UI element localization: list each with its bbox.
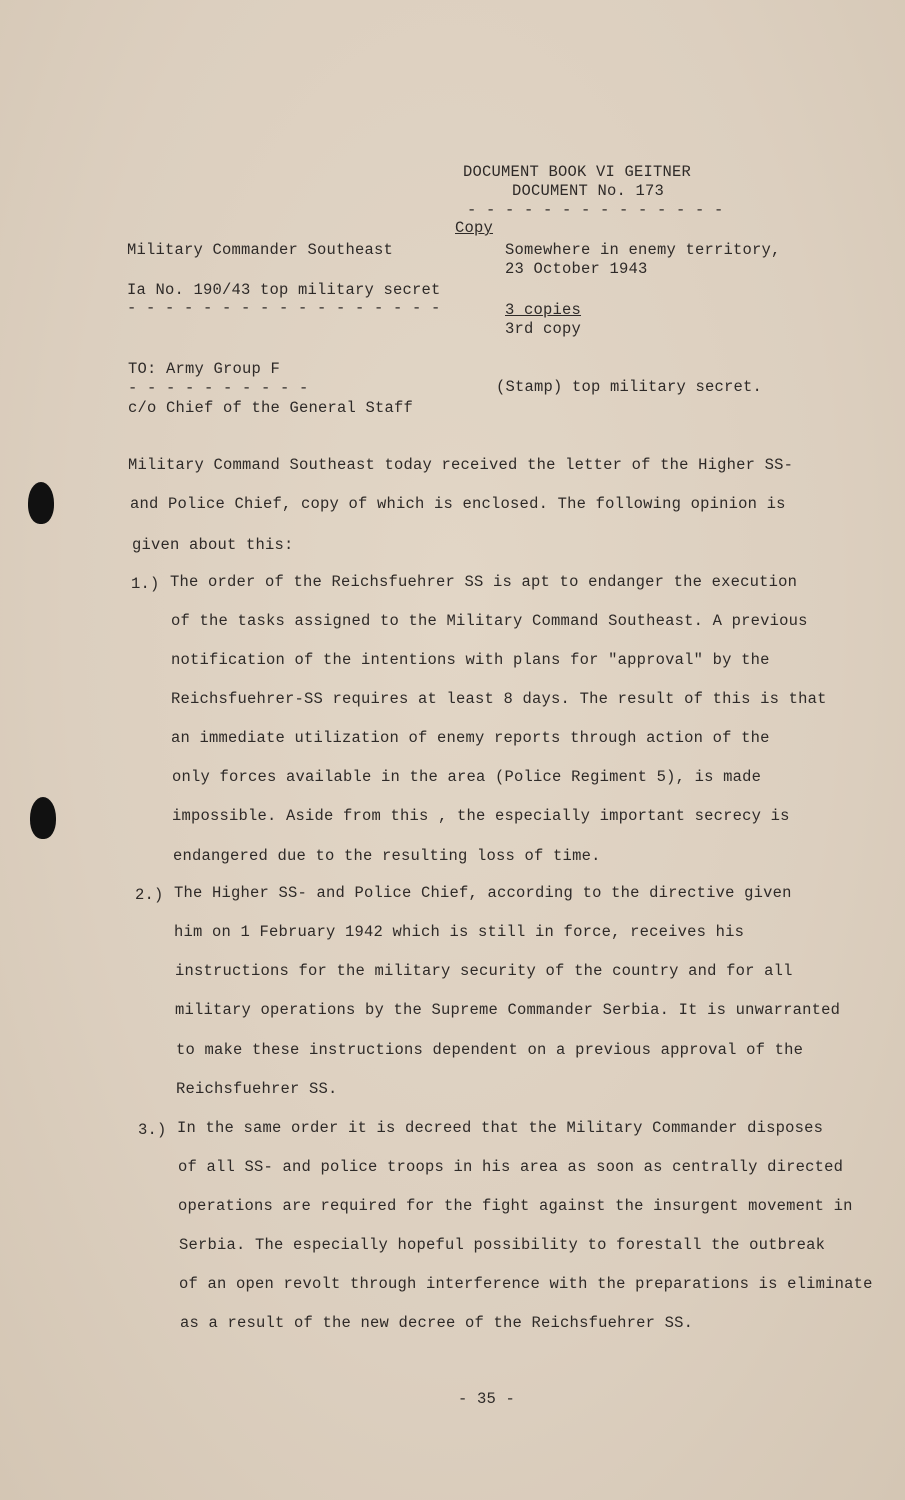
point-line: an immediate utilization of enemy reports through action of the: [171, 729, 770, 747]
point-line: The Higher SS- and Police Chief, according to the directive given: [174, 884, 792, 902]
point-line: operations are required for the fight against the insurgent movement in: [178, 1197, 853, 1215]
sender-title: Military Commander Southeast: [127, 241, 394, 259]
date-line: 23 October 1943: [505, 260, 648, 278]
point-line: him on 1 February 1942 which is still in force, receives his: [174, 923, 745, 941]
intro-line: and Police Chief, copy of which is enclosed. The following opinion is: [130, 495, 786, 513]
intro-line: given about this:: [132, 536, 294, 554]
point-number: 3.): [138, 1121, 167, 1139]
point-line: to make these instructions dependent on a previous approval of the: [176, 1041, 804, 1059]
punch-hole-top: [28, 482, 54, 524]
point-line: only forces available in the area (Police Regiment 5), is made: [172, 768, 762, 786]
recipient-rule: - - - - - - - - - -: [128, 379, 309, 397]
doc-rule: - - - - - - - - - - - - - -: [467, 201, 724, 219]
recipient-to: TO: Army Group F: [128, 360, 281, 378]
point-number: 1.): [131, 575, 160, 593]
doc-number: DOCUMENT No. 173: [512, 182, 665, 200]
recipient-attn: c/o Chief of the General Staff: [128, 399, 414, 417]
point-line: as a result of the new decree of the Reichsfuehrer SS.: [180, 1314, 694, 1332]
classification-stamp: (Stamp) top military secret.: [496, 378, 763, 396]
intro-line: Military Command Southeast today received the letter of the Higher SS-: [128, 456, 794, 474]
point-line: instructions for the military security of the country and for all: [175, 962, 793, 980]
point-line: notification of the intentions with plans for "approval" by the: [171, 651, 770, 669]
point-line: The order of the Reichsfuehrer SS is apt to endanger the execution: [170, 573, 798, 591]
copy-label: Copy: [455, 219, 494, 237]
copy-which: 3rd copy: [505, 320, 582, 338]
sender-ref-rule: - - - - - - - - - - - - - - - - -: [127, 299, 441, 317]
point-line: endangered due to the resulting loss of time.: [173, 847, 601, 865]
point-line: of the tasks assigned to the Military Command Southeast. A previous: [171, 612, 808, 630]
copies-count: 3 copies: [505, 301, 582, 319]
point-line: military operations by the Supreme Commander Serbia. It is unwarranted: [175, 1001, 841, 1019]
point-line: Reichsfuehrer SS.: [176, 1080, 338, 1098]
punch-hole-bottom: [30, 797, 56, 839]
point-number: 2.): [135, 886, 164, 904]
point-line: In the same order it is decreed that the Military Commander disposes: [177, 1119, 824, 1137]
doc-book-title: DOCUMENT BOOK VI GEITNER: [463, 163, 692, 181]
sender-ref: Ia No. 190/43 top military secret: [127, 281, 441, 299]
point-line: Reichsfuehrer-SS requires at least 8 days. The result of this is that: [171, 690, 827, 708]
page-number: - 35 -: [458, 1390, 516, 1408]
point-line: of an open revolt through interference with the preparations is eliminate: [179, 1275, 873, 1293]
point-line: of all SS- and police troops in his area as soon as centrally directed: [178, 1158, 844, 1176]
place-line: Somewhere in enemy territory,: [505, 241, 781, 259]
point-line: Serbia. The especially hopeful possibility to forestall the outbreak: [179, 1236, 826, 1254]
point-line: impossible. Aside from this , the especially important secrecy is: [172, 807, 790, 825]
